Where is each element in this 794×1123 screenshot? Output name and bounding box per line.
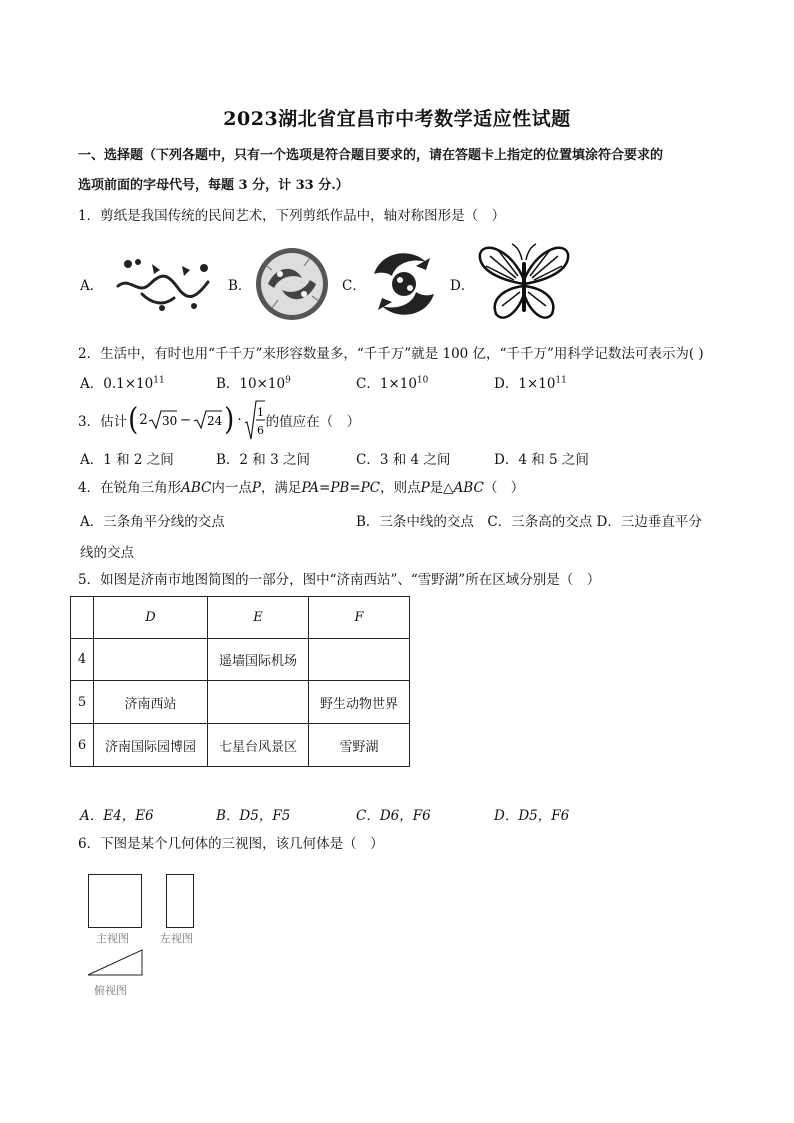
table-header-cell: D (94, 597, 208, 639)
q2-option-d[interactable] (494, 372, 567, 392)
q3-prefix: 3．估计 (78, 414, 128, 430)
q4-stem-f: （ ） (483, 480, 525, 496)
q3-option-d[interactable]: D．4 和 5 之间 (494, 452, 589, 468)
table-cell: 4 (71, 639, 94, 681)
table-cell (94, 639, 208, 681)
table-row (71, 681, 410, 724)
q2-option-c-text: C．1×10 (356, 376, 417, 392)
q2-option-a-text: A．0.1×10 (80, 376, 154, 392)
table-cell (309, 639, 410, 681)
radical-sign-icon (244, 399, 266, 441)
q4-p2: P (420, 480, 430, 496)
q5-option-d[interactable]: D．D5，F6 (494, 808, 570, 824)
q5-stem: 5．如图是济南市地图简图的一部分，图中“济南西站”、“雪野湖”所在区域分别是（ ） (78, 572, 601, 588)
table-cell: 济南国际园博园 (94, 724, 208, 767)
sqrt-30 (148, 409, 178, 431)
q1-option-d-label: D． (450, 278, 475, 294)
q4-stem-a: 4．在锐角三角形 (78, 480, 182, 496)
q1-option-b-label: B． (228, 278, 252, 294)
table-header-cell: F (309, 597, 410, 639)
q2-option-d-exp: 11 (555, 375, 567, 386)
table-row (71, 639, 410, 681)
page-title: 2023湖北省宜昌市中考数学适应性试题 (223, 108, 571, 130)
left-view-rectangle (166, 874, 194, 928)
front-view-square (88, 874, 142, 928)
q3-stem (78, 398, 360, 442)
right-paren: ) (224, 402, 235, 438)
q2-option-a-exp: 11 (153, 375, 165, 386)
q3-option-b[interactable]: B．2 和 3 之间 (216, 452, 310, 468)
q2-option-c[interactable] (356, 372, 428, 392)
table-cell: 雪野湖 (309, 724, 410, 767)
dot-operator: · (237, 412, 242, 428)
q5-option-a[interactable]: A．E4，E6 (80, 808, 154, 824)
q2-option-a[interactable] (80, 372, 165, 392)
q2-option-d-text: D．1×10 (494, 376, 556, 392)
q4-eq: PA=PB=PC (301, 480, 381, 496)
q1-option-a-label: A． (80, 278, 104, 294)
dragon-papercut-image (108, 248, 218, 318)
top-view-triangle (86, 948, 144, 978)
table-cell: 七星台风景区 (208, 724, 309, 767)
table-row (71, 724, 410, 767)
frac-num-text: 1 (256, 406, 264, 419)
table-cell: 5 (71, 681, 94, 724)
q4-stem-b: 内一点 (211, 480, 252, 496)
q1-stem: 1．剪纸是我国传统的民间艺术，下列剪纸作品中，轴对称图形是（ ） (78, 208, 506, 224)
q2-option-b-text: B．10×10 (216, 376, 286, 392)
top-view-caption: 俯视图 (94, 984, 127, 997)
q3-option-a[interactable]: A．1 和 2 之间 (80, 452, 174, 468)
q3-coef: 2 (139, 412, 148, 428)
radical-sign-icon (193, 409, 223, 431)
q4-stem-d: ，则点 (380, 480, 421, 496)
butterfly-papercut-image (476, 240, 572, 326)
table-cell: 6 (71, 724, 94, 767)
q4-stem (78, 478, 524, 498)
rad2-text: 24 (207, 414, 223, 428)
left-view-caption: 左视图 (160, 932, 193, 945)
rad1-text: 30 (161, 414, 178, 428)
q1-option-c-label: C． (342, 278, 366, 294)
table-cell: 济南西站 (94, 681, 208, 724)
table-cell: 野生动物世界 (309, 681, 410, 724)
q5-option-c[interactable]: C．D6，F6 (356, 808, 431, 824)
q2-option-b[interactable] (216, 372, 291, 392)
q5-option-b[interactable]: B．D5，F5 (216, 808, 291, 824)
q4-option-tail: 线的交点 (80, 545, 134, 561)
radical-sign-icon (148, 409, 178, 431)
q2-stem: 2．生活中，有时也用“千千万”来形容数量多，“千千万”就是 100 亿，“千千万”用科学记数法可表示为( ) (78, 346, 704, 362)
q3-suffix: 的值应在（ ） (265, 414, 361, 430)
q4-option-a[interactable]: A．三条角平分线的交点 (80, 514, 225, 530)
table-header-cell: E (208, 597, 309, 639)
map-grid-table (70, 596, 410, 767)
table-header-row (71, 597, 410, 639)
bird-papercut-image (366, 244, 442, 324)
frac-den-text: 6 (256, 424, 264, 437)
section-header-line1: 一、选择题（下列各题中，只有一个选项是符合题目要求的，请在答题卡上指定的位置填涂符合要求的 (78, 148, 664, 163)
section-header-line2: 选项前面的字母代号，每题 3 分，计 33 分.） (78, 178, 349, 193)
q4-abc2: ABC (453, 480, 484, 496)
round-fish-papercut-image (250, 244, 334, 324)
q6-stem: 6．下图是某个几何体的三视图，该几何体是（ ） (78, 836, 384, 852)
q2-option-c-exp: 10 (416, 375, 429, 386)
q3-minus: − (179, 412, 192, 428)
sqrt-24 (193, 409, 223, 431)
front-view-caption: 主视图 (96, 932, 129, 945)
table-cell (208, 681, 309, 724)
table-header-cell (71, 597, 94, 639)
q4-stem-c: ，满足 (260, 480, 302, 496)
table-cell: 遥墙国际机场 (208, 639, 309, 681)
q4-abc: ABC (181, 480, 212, 496)
q4-option-bcd[interactable]: B．三条中线的交点 C．三条高的交点 D．三边垂直平分 (356, 514, 702, 530)
q4-stem-e: 是△ (429, 480, 454, 496)
left-paren: ( (128, 402, 139, 438)
q2-option-b-exp: 9 (285, 375, 291, 386)
q3-option-c[interactable]: C．3 和 4 之间 (356, 452, 451, 468)
sqrt-fraction (244, 399, 266, 441)
q4-p: P (251, 480, 261, 496)
